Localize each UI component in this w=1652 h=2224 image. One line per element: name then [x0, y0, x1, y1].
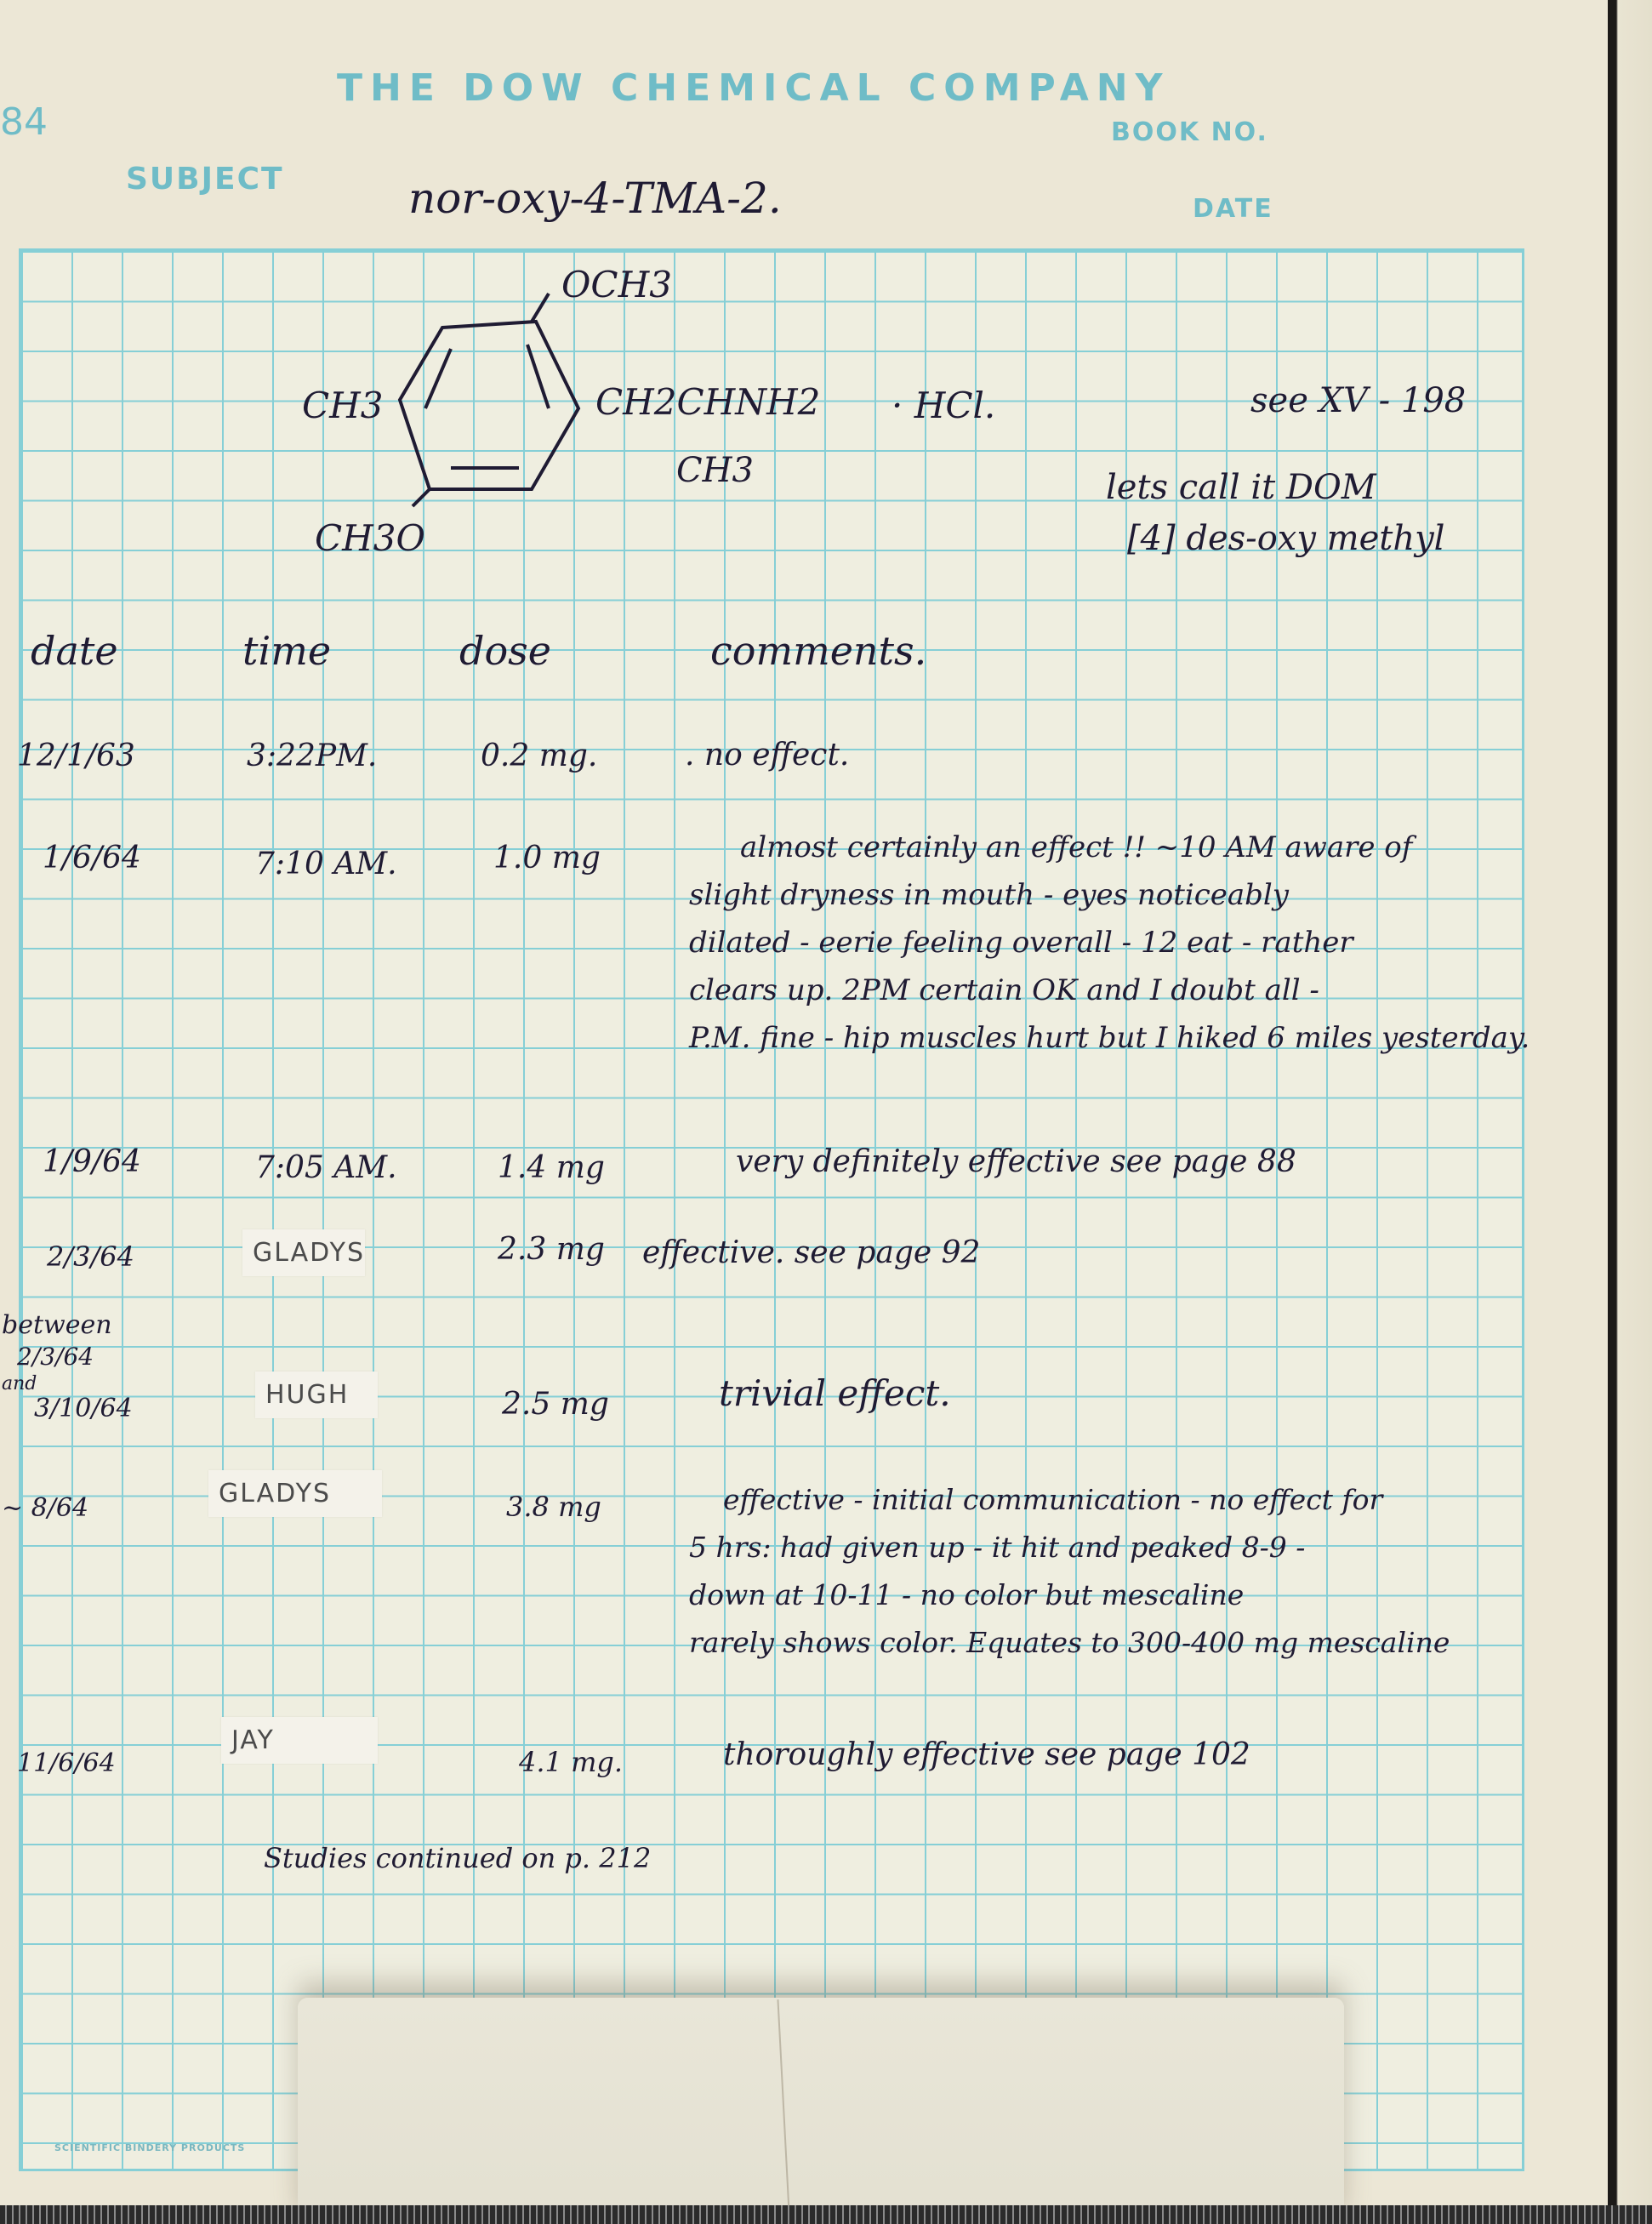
- structure-side-chain: CH2CHNH2: [595, 381, 821, 423]
- entry-dose: 1.4 mg: [498, 1150, 605, 1185]
- note-des-oxy: [4] des-oxy methyl: [1127, 519, 1445, 558]
- name-label-slip: [221, 1717, 378, 1764]
- subject-label: SUBJECT: [126, 162, 284, 197]
- comment-line: 5 hrs: had given up - it hit and peaked 8-9 -: [689, 1531, 1306, 1564]
- comment-line: trivial effect.: [719, 1372, 951, 1414]
- entry-dose: 4.1 mg.: [519, 1746, 624, 1778]
- column-header-date: date: [31, 628, 118, 674]
- entry-dose: 2.5 mg: [502, 1387, 609, 1422]
- entry-dose: 3.8 mg: [506, 1491, 601, 1523]
- subject-text: nor-oxy-4-TMA-2.: [408, 174, 782, 223]
- structure-left-group: CH3: [302, 385, 384, 426]
- entry-time: HUGH: [265, 1380, 350, 1410]
- column-header-comments: comments.: [710, 628, 927, 674]
- structure-salt: · HCl.: [892, 385, 996, 426]
- comment-line: slight dryness in mouth - eyes noticeably: [689, 878, 1290, 912]
- entry-comment: [719, 1370, 951, 1417]
- entry-comment: [723, 1731, 1250, 1779]
- entry-time: 7:05 AM.: [255, 1150, 397, 1185]
- company-header: THE DOW CHEMICAL COMPANY: [337, 66, 1171, 110]
- entry-comment: [736, 1138, 1296, 1186]
- entry-time: 3:22PM.: [247, 738, 378, 773]
- entry-time: GLADYS: [253, 1238, 365, 1268]
- column-header-time: time: [242, 628, 332, 674]
- comment-line: clears up. 2PM certain OK and I doubt all -: [689, 973, 1319, 1007]
- entry-comment: [642, 1229, 980, 1277]
- structure-bottom-group: CH3O: [315, 517, 425, 559]
- footer-print: SCIENTIFIC BINDERY PRODUCTS: [54, 2142, 246, 2153]
- comment-line: rarely shows color. Equates to 300-400 mg mescaline: [689, 1626, 1450, 1659]
- name-label-slip: [208, 1470, 382, 1517]
- comment-line: almost certainly an effect !! ~10 AM aware of: [740, 830, 1413, 864]
- page-number: 84: [0, 100, 48, 144]
- entry-time: GLADYS: [219, 1479, 331, 1508]
- entry-date: 1/9/64: [43, 1144, 141, 1179]
- binding-edge: [1608, 0, 1652, 2224]
- entry-date: 11/6/64: [17, 1748, 116, 1778]
- structure-side-chain-methyl: CH3: [676, 451, 754, 490]
- continued-note: Studies continued on p. 212: [264, 1842, 652, 1874]
- entry-date: ~ 8/64: [2, 1493, 89, 1523]
- comment-line: P.M. fine - hip muscles hurt but I hiked 6 miles yesterday.: [689, 1021, 1530, 1055]
- entry-dose: 2.3 mg: [498, 1232, 605, 1267]
- entry-date: 1/6/64: [43, 841, 141, 875]
- entry-time: JAY: [231, 1725, 275, 1755]
- note-see-reference: see XV - 198: [1250, 381, 1467, 420]
- name-label-slip: [242, 1229, 365, 1276]
- entry-comment: [685, 732, 849, 779]
- folded-paper-flap: [298, 1998, 1344, 2212]
- structure-top-group: OCH3: [561, 264, 672, 305]
- comment-line: effective. see page 92: [642, 1235, 981, 1270]
- column-header-dose: dose: [459, 628, 551, 674]
- note-call-it: lets call it DOM: [1106, 468, 1376, 507]
- benzene-ring-icon: [391, 315, 595, 502]
- date-label: DATE: [1193, 194, 1273, 224]
- entry-date: 3/10/64: [34, 1394, 133, 1423]
- entry-date-range-join: and: [2, 1373, 37, 1394]
- entry-date-range-start: 2/3/64: [17, 1343, 94, 1371]
- entry-date-note: between: [2, 1310, 112, 1340]
- comment-line: down at 10-11 - no color but mescaline: [689, 1578, 1245, 1611]
- comment-line: . no effect.: [685, 738, 850, 773]
- entry-comment: [689, 824, 1530, 1062]
- book-no-label: BOOK NO.: [1111, 117, 1268, 147]
- entry-dose: 1.0 mg: [493, 841, 601, 875]
- comment-line: thoroughly effective see page 102: [723, 1737, 1250, 1772]
- comment-line: very definitely effective see page 88: [736, 1144, 1296, 1179]
- entry-dose: 0.2 mg.: [481, 738, 598, 773]
- entry-date: 2/3/64: [47, 1240, 134, 1273]
- entry-time: 7:10 AM.: [255, 847, 397, 881]
- entry-date: 12/1/63: [17, 738, 135, 773]
- entry-comment: [689, 1476, 1450, 1667]
- comment-line: effective - initial communication - no effect for: [723, 1483, 1383, 1516]
- comment-line: dilated - eerie feeling overall - 12 eat - rather: [689, 926, 1353, 960]
- name-label-slip: [255, 1371, 378, 1418]
- bottom-edge-strip: [0, 2205, 1652, 2224]
